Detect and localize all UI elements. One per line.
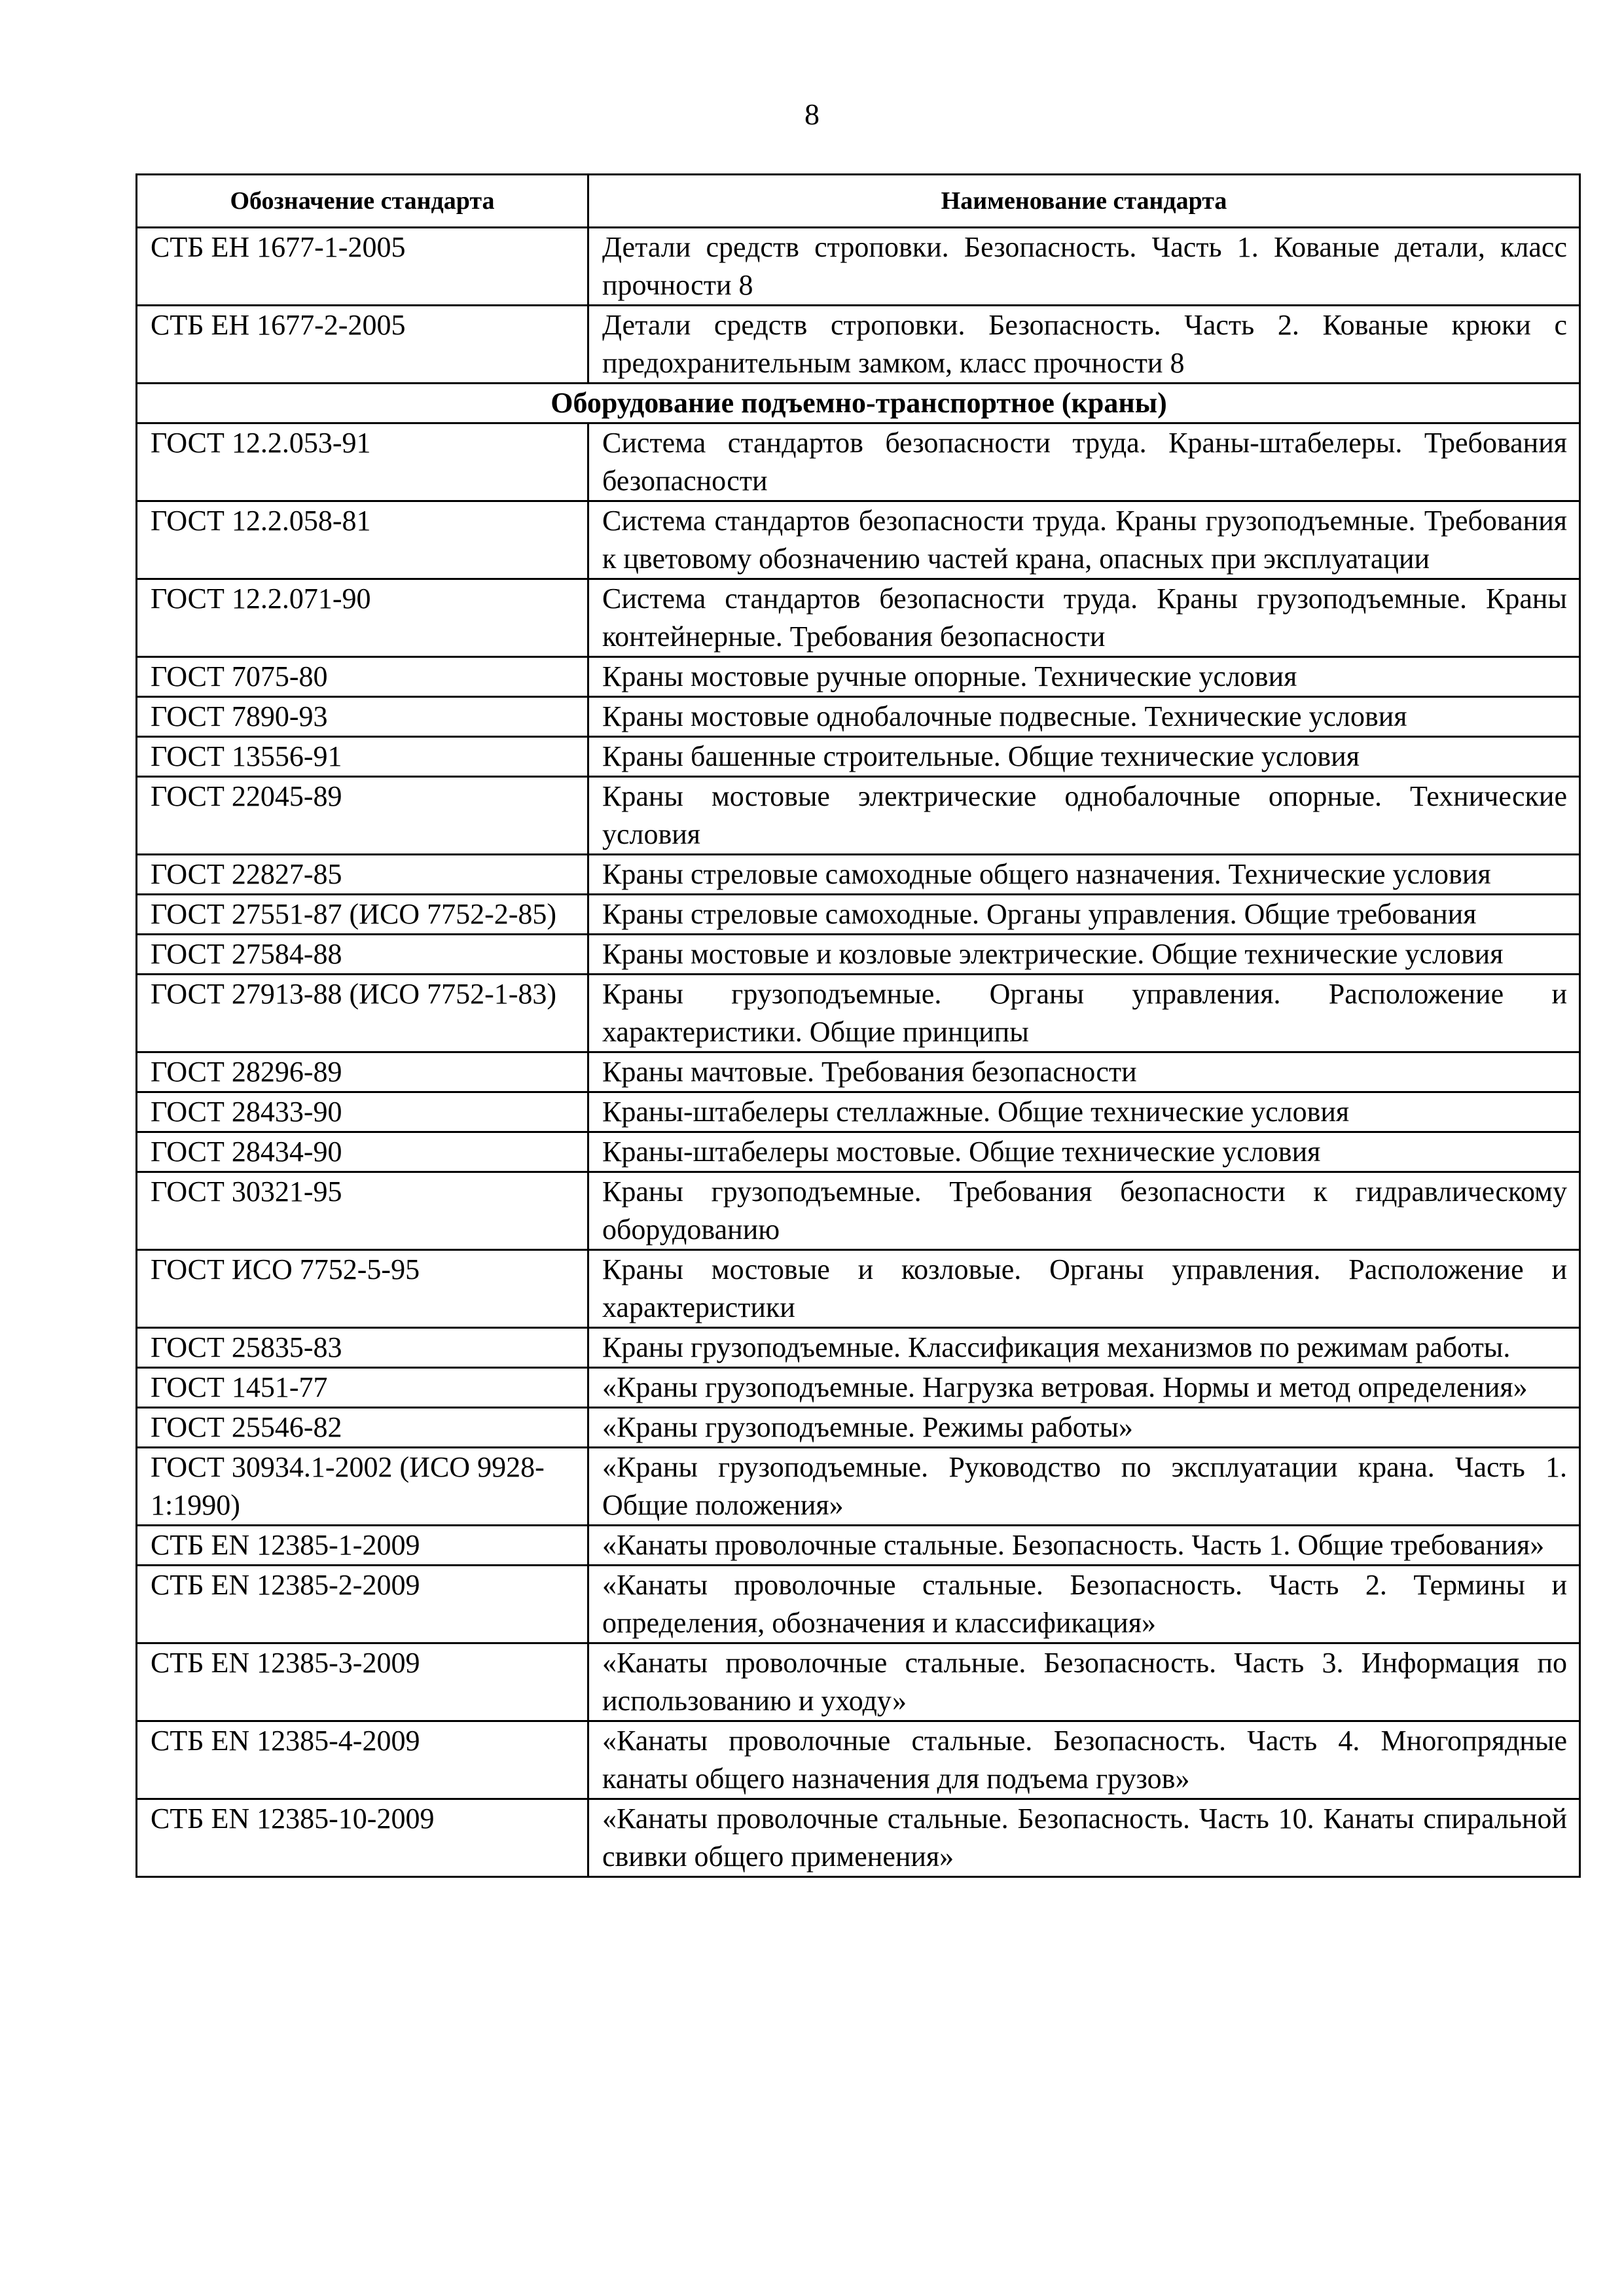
standard-name: «Канаты проволочные стальные. Безопасность. Часть 4. Многопрядные канаты общего назначения для подъема грузов» [588,1721,1580,1799]
standard-code: ГОСТ ИСО 7752-5-95 [137,1250,588,1328]
table-row [137,1721,1580,1799]
standard-name: Краны мостовые ручные опорные. Технические условия [588,657,1580,697]
standard-code: ГОСТ 25835-83 [137,1328,588,1368]
standard-code: СТБ EN 12385-10-2009 [137,1799,588,1877]
standard-code: ГОСТ 12.2.071-90 [137,579,588,657]
table-row [137,855,1580,895]
standard-code: СТБ EN 12385-3-2009 [137,1643,588,1721]
standard-code: ГОСТ 27551-87 (ИСО 7752-2-85) [137,895,588,935]
table-row [137,579,1580,657]
table-body [137,228,1580,1877]
standard-code: ГОСТ 1451-77 [137,1368,588,1408]
standard-name: «Канаты проволочные стальные. Безопасность. Часть 10. Канаты спиральной свивки общего применения» [588,1799,1580,1877]
standard-code: СТБ EN 12385-2-2009 [137,1566,588,1643]
standard-name: Детали средств строповки. Безопасность. Часть 2. Кованые крюки с предохранительным замком, класс прочности 8 [588,306,1580,384]
table-header-row [137,175,1580,228]
standard-code: ГОСТ 27584-88 [137,935,588,975]
header-code: Обозначение стандарта [137,175,588,228]
standard-name: Краны мостовые однобалочные подвесные. Технические условия [588,697,1580,737]
table-row [137,1566,1580,1643]
standard-name: Система стандартов безопасности труда. Краны-штабелеры. Требования безопасности [588,423,1580,501]
standard-name: Краны-штабелеры мостовые. Общие технические условия [588,1132,1580,1172]
standard-name: Краны стреловые самоходные общего назначения. Технические условия [588,855,1580,895]
table-row [137,1643,1580,1721]
table-row [137,228,1580,306]
standard-code: СТБ ЕН 1677-1-2005 [137,228,588,306]
table-row [137,1408,1580,1448]
standard-code: ГОСТ 22045-89 [137,777,588,855]
standard-name: «Краны грузоподъемные. Нагрузка ветровая. Нормы и метод определения» [588,1368,1580,1408]
standard-code: ГОСТ 25546-82 [137,1408,588,1448]
standard-name: «Краны грузоподъемные. Руководство по эксплуатации крана. Часть 1. Общие положения» [588,1448,1580,1526]
standard-code: ГОСТ 12.2.058-81 [137,501,588,579]
standard-code: ГОСТ 22827-85 [137,855,588,895]
table-row [137,1092,1580,1132]
standard-name: Краны грузоподъемные. Требования безопасности к гидравлическому оборудованию [588,1172,1580,1250]
standard-code: ГОСТ 28434-90 [137,1132,588,1172]
standard-name: Краны мачтовые. Требования безопасности [588,1052,1580,1092]
table-row [137,306,1580,384]
standard-code: ГОСТ 28433-90 [137,1092,588,1132]
page-number: 8 [804,98,820,131]
standard-code: СТБ EN 12385-4-2009 [137,1721,588,1799]
table-row [137,697,1580,737]
standards-table [135,173,1581,1878]
table-row [137,1132,1580,1172]
standard-name: Краны мостовые электрические однобалочные опорные. Технические условия [588,777,1580,855]
standard-name: «Канаты проволочные стальные. Безопасность. Часть 3. Информация по использованию и уходу» [588,1643,1580,1721]
standard-name: Краны мостовые и козловые электрические. Общие технические условия [588,935,1580,975]
standard-name: «Краны грузоподъемные. Режимы работы» [588,1408,1580,1448]
standard-code: ГОСТ 30321-95 [137,1172,588,1250]
table-row [137,423,1580,501]
table-row [137,895,1580,935]
table-row [137,501,1580,579]
standard-name: Система стандартов безопасности труда. Краны грузоподъемные. Краны контейнерные. Требования безопасности [588,579,1580,657]
header-name: Наименование стандарта [588,175,1580,228]
table-row [137,1526,1580,1566]
standard-code: ГОСТ 12.2.053-91 [137,423,588,501]
standard-code: ГОСТ 27913-88 (ИСО 7752-1-83) [137,975,588,1052]
standard-code: ГОСТ 13556-91 [137,737,588,777]
table-row [137,1368,1580,1408]
standard-name: Краны мостовые и козловые. Органы управления. Расположение и характеристики [588,1250,1580,1328]
standard-code: ГОСТ 7075-80 [137,657,588,697]
standard-name: Краны башенные строительные. Общие технические условия [588,737,1580,777]
standard-code: СТБ EN 12385-1-2009 [137,1526,588,1566]
standard-code: ГОСТ 30934.1-2002 (ИСО 9928-1:1990) [137,1448,588,1526]
standard-code: СТБ ЕН 1677-2-2005 [137,306,588,384]
table-row [137,1328,1580,1368]
table-row [137,777,1580,855]
table-row [137,1052,1580,1092]
standard-name: «Канаты проволочные стальные. Безопасность. Часть 1. Общие требования» [588,1526,1580,1566]
standard-name: Система стандартов безопасности труда. Краны грузоподъемные. Требования к цветовому обозначению частей крана, опасных при эксплуатации [588,501,1580,579]
section-row [137,384,1580,423]
table-row [137,1448,1580,1526]
standard-code: ГОСТ 28296-89 [137,1052,588,1092]
table-row [137,1172,1580,1250]
standard-name: Краны грузоподъемные. Классификация механизмов по режимам работы. [588,1328,1580,1368]
section-title: Оборудование подъемно-транспортное (краны) [137,384,1580,423]
standard-name: Краны стреловые самоходные. Органы управления. Общие требования [588,895,1580,935]
standard-name: Краны грузоподъемные. Органы управления. Расположение и характеристики. Общие принципы [588,975,1580,1052]
table-row [137,1250,1580,1328]
table-row [137,657,1580,697]
standard-name: Краны-штабелеры стеллажные. Общие технические условия [588,1092,1580,1132]
table-row [137,935,1580,975]
table-row [137,737,1580,777]
standard-name: «Канаты проволочные стальные. Безопасность. Часть 2. Термины и определения, обозначения и классификация» [588,1566,1580,1643]
standard-code: ГОСТ 7890-93 [137,697,588,737]
table-row [137,1799,1580,1877]
standard-name: Детали средств строповки. Безопасность. Часть 1. Кованые детали, класс прочности 8 [588,228,1580,306]
table-row [137,975,1580,1052]
